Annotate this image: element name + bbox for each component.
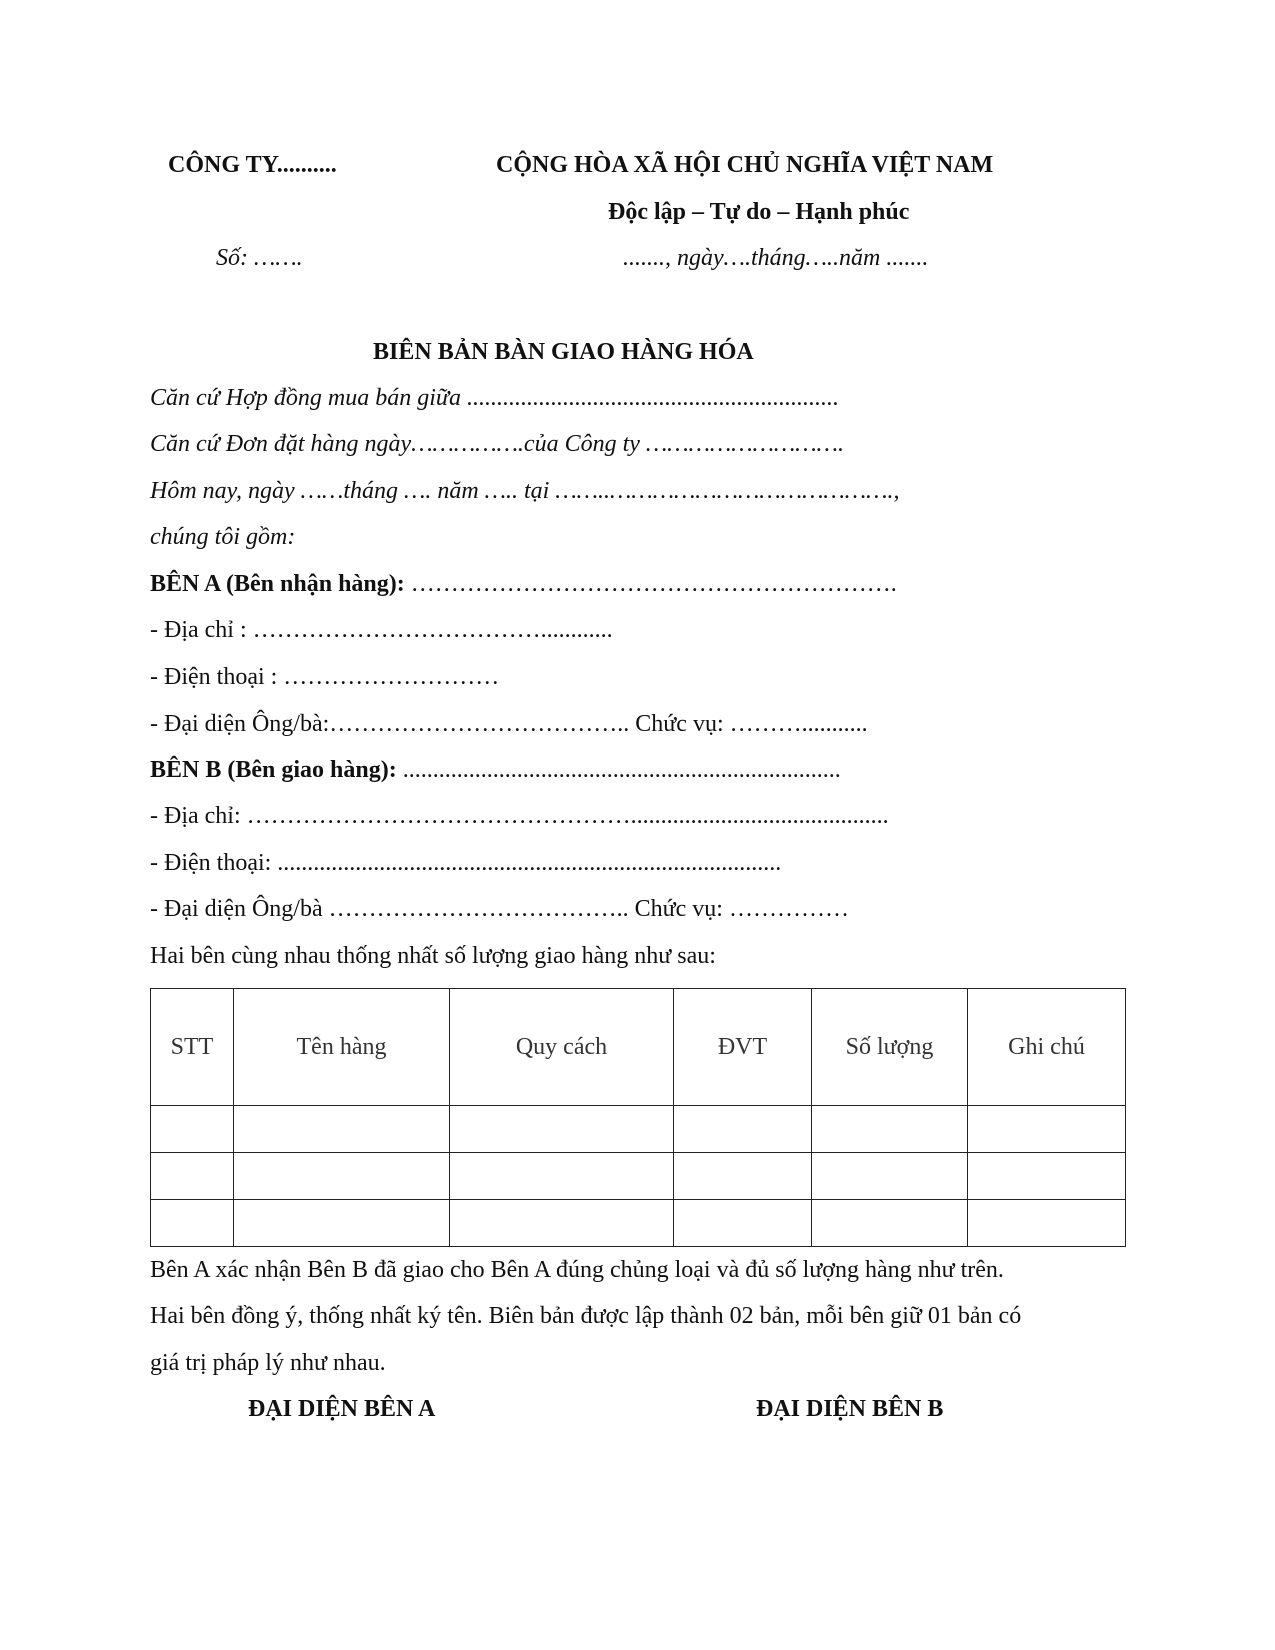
- table-cell[interactable]: [151, 1153, 234, 1200]
- document-date: ......., ngày….tháng…..năm .......: [623, 245, 929, 271]
- closing-agreement: Hai bên đồng ý, thống nhất ký tên. Biên bản được lập thành 02 bản, mỗi bên giữ 01 bản có: [150, 1303, 1022, 1329]
- signature-party-b: ĐẠI DIỆN BÊN B: [756, 1396, 944, 1422]
- intro-contract: Căn cứ Hợp đồng mua bán giữa ..............................................................: [150, 385, 839, 411]
- party-a-label: BÊN A (Bên nhận hàng):: [150, 571, 405, 597]
- table-row: [151, 1153, 1126, 1200]
- intro-date-place: Hôm nay, ngày ……tháng …. năm ….. tại ……..………………………………….,: [150, 478, 900, 504]
- table-header-row: [151, 989, 1126, 1106]
- header-stt: STT: [151, 989, 234, 1106]
- party-a-representative: - Đại diện Ông/bà:……………………………….. Chức vụ: ………...........: [150, 711, 868, 737]
- table-row: [151, 1200, 1126, 1247]
- party-b-name-blank: .........................................................................: [396, 757, 841, 783]
- table-cell[interactable]: [450, 1106, 674, 1153]
- table-cell[interactable]: [674, 1200, 812, 1247]
- header-item-name: Tên hàng: [234, 989, 450, 1106]
- table-cell[interactable]: [151, 1200, 234, 1247]
- table-cell[interactable]: [151, 1106, 234, 1153]
- agreement-intro: Hai bên cùng nhau thống nhất số lượng giao hàng như sau:: [150, 943, 716, 969]
- table-cell[interactable]: [234, 1106, 450, 1153]
- party-a-phone: - Điện thoại : ………………………: [150, 664, 500, 690]
- party-b-label: BÊN B (Bên giao hàng):: [150, 757, 397, 783]
- table-cell[interactable]: [968, 1200, 1126, 1247]
- party-a-name-blank: …………………………………………………….: [404, 571, 897, 597]
- table-cell[interactable]: [812, 1153, 968, 1200]
- table-cell[interactable]: [450, 1153, 674, 1200]
- header-quantity: Số lượng: [812, 989, 968, 1106]
- party-b-address: - Địa chỉ: …………………………………………...........................................: [150, 803, 889, 829]
- table-cell[interactable]: [812, 1106, 968, 1153]
- party-b-representative: - Đại diện Ông/bà ……………………………….. Chức vụ: ……………: [150, 896, 849, 922]
- party-b-phone: - Điện thoại: ....................................................................................: [150, 850, 782, 876]
- company-name: CÔNG TY..........: [168, 152, 337, 178]
- signature-party-a: ĐẠI DIỆN BÊN A: [248, 1396, 436, 1422]
- party-b-heading: [150, 755, 841, 785]
- intro-parties: chúng tôi gồm:: [150, 524, 296, 550]
- header-unit: ĐVT: [674, 989, 812, 1106]
- table-cell[interactable]: [674, 1106, 812, 1153]
- table-cell[interactable]: [968, 1106, 1126, 1153]
- document-number: Số: …….: [216, 245, 303, 271]
- closing-confirmation: Bên A xác nhận Bên B đã giao cho Bên A đúng chủng loại và đủ số lượng hàng như trên.: [150, 1257, 1004, 1283]
- country-name: CỘNG HÒA XÃ HỘI CHỦ NGHĨA VIỆT NAM: [496, 152, 994, 178]
- party-a-address: - Địa chỉ : ………………………………............: [150, 617, 613, 643]
- closing-legal-validity: giá trị pháp lý như nhau.: [150, 1350, 386, 1376]
- table-cell[interactable]: [968, 1153, 1126, 1200]
- intro-order: Căn cứ Đơn đặt hàng ngày…………….của Công ty ……………………….: [150, 431, 844, 457]
- national-motto: Độc lập – Tự do – Hạnh phúc: [608, 199, 910, 225]
- table-cell[interactable]: [674, 1153, 812, 1200]
- header-specification: Quy cách: [450, 989, 674, 1106]
- document-title: BIÊN BẢN BÀN GIAO HÀNG HÓA: [373, 339, 754, 365]
- table-cell[interactable]: [234, 1153, 450, 1200]
- table-cell[interactable]: [812, 1200, 968, 1247]
- table-cell[interactable]: [450, 1200, 674, 1247]
- table-row: [151, 1106, 1126, 1153]
- goods-table: [150, 988, 1126, 1247]
- header-note: Ghi chú: [968, 989, 1126, 1106]
- party-a-heading: [150, 569, 897, 599]
- table-cell[interactable]: [234, 1200, 450, 1247]
